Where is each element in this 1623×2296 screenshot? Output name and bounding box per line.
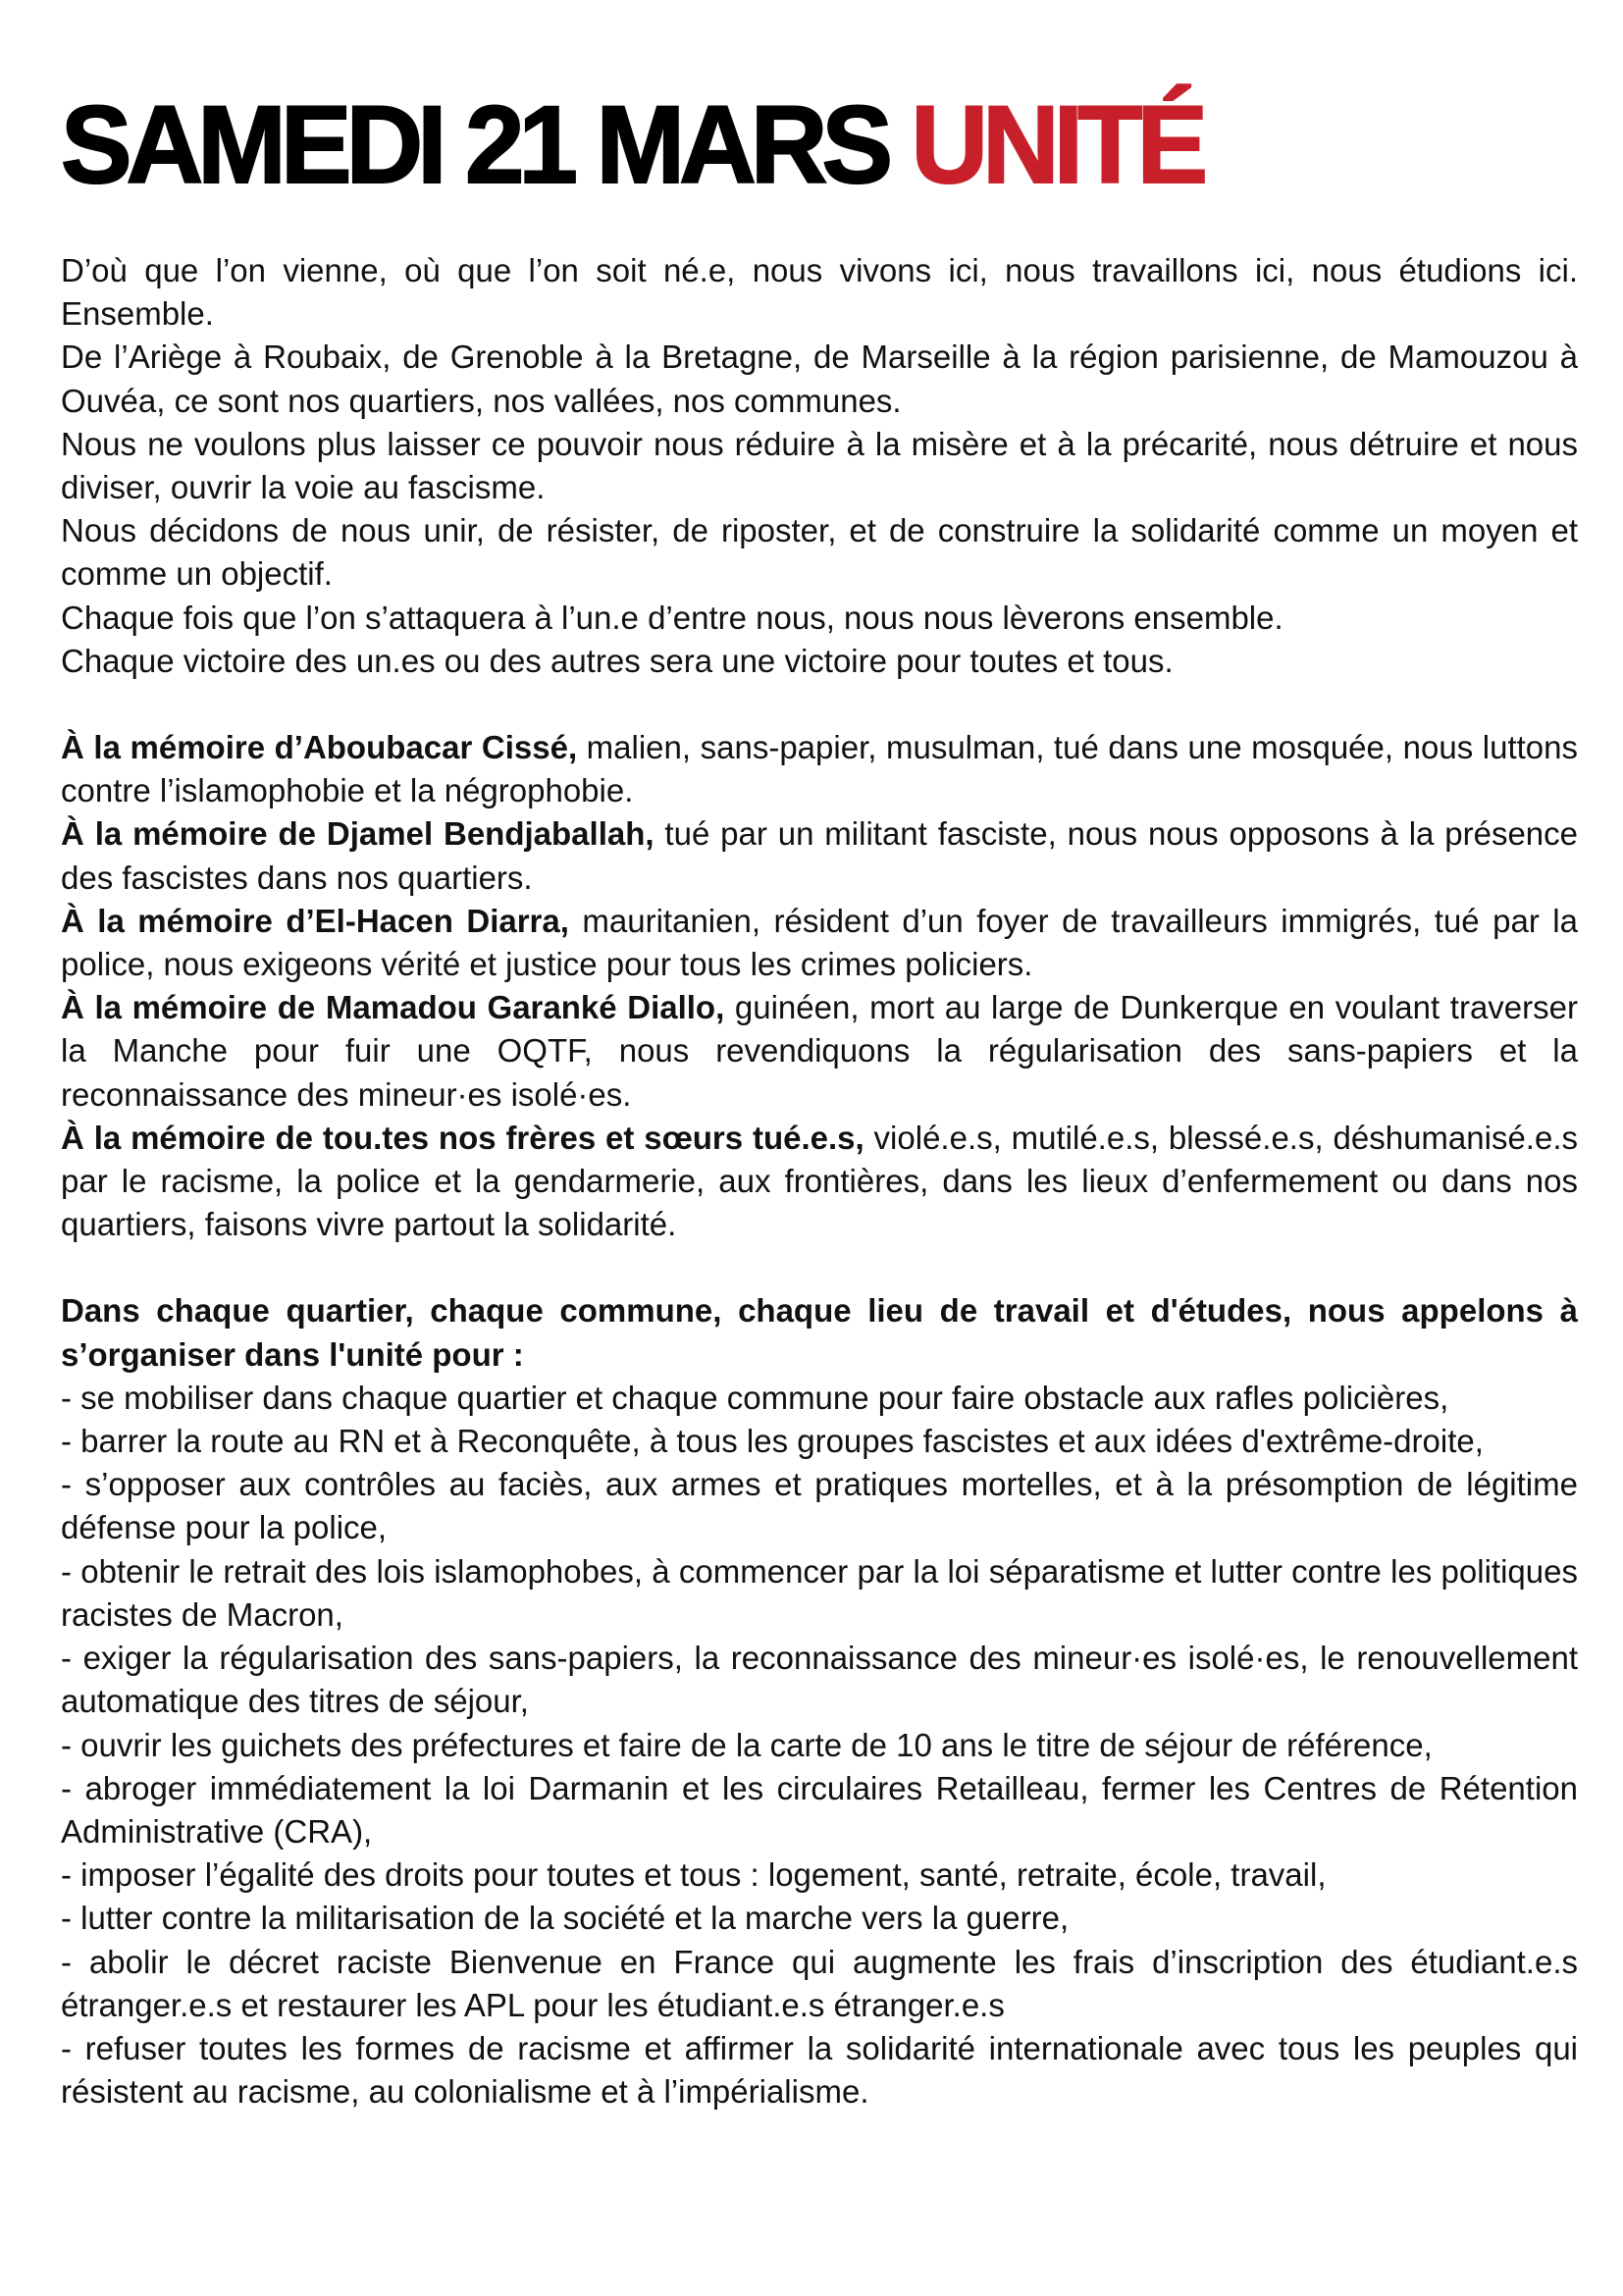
title-accent: UNITÉ: [911, 83, 1203, 206]
memorial-paragraph: [61, 900, 1578, 986]
memorial-text: guinéen, mort au large de Dunkerque en voulant traverser la Manche pour fuir une OQTF, nous revendiquons la régularisation des sans-papiers et la reconnaissance des mineur·es isolé·es.: [61, 989, 1578, 1113]
memorial-paragraph: [61, 726, 1578, 812]
call-heading: [61, 1289, 1578, 1376]
intro-paragraph: Chaque fois que l’on s’attaquera à l’un.e d’entre nous, nous nous lèverons ensemble.: [61, 599, 1283, 636]
intro-section: [61, 249, 1578, 683]
spacer: [61, 683, 1578, 726]
demand-item: - barrer la route au RN et à Reconquête, à tous les groupes fascistes et aux idées d'extrême-droite,: [61, 1423, 1484, 1460]
intro-paragraph: De l’Ariège à Roubaix, de Grenoble à la Bretagne, de Marseille à la région parisienne, de Mamouzou à Ouvéa, ce sont nos quartiers, nos vallées, nos communes.: [61, 339, 1578, 419]
title-main: SAMEDI 21 MARS: [61, 83, 888, 206]
memorial-name: À la mémoire de Mamadou Garanké Diallo,: [61, 989, 725, 1026]
intro-paragraph: Chaque victoire des un.es ou des autres sera une victoire pour toutes et tous.: [61, 642, 1174, 679]
demand-item: - obtenir le retrait des lois islamophobes, à commencer par la loi séparatisme et lutter contre les politiques racistes de Macron,: [61, 1552, 1578, 1633]
demand-item: - refuser toutes les formes de racisme et affirmer la solidarité internationale avec tous les peuples qui résistent au racisme, au colonialisme et à l’impérialisme.: [61, 2029, 1578, 2111]
memorial-paragraph: [61, 986, 1578, 1117]
call-section: [61, 1289, 1578, 2113]
memorial-name: À la mémoire d’Aboubacar Cissé,: [61, 729, 578, 766]
memorial-text: tué par un militant fasciste, nous nous opposons à la présence des fascistes dans nos quartiers.: [61, 815, 1578, 896]
memorial-name: À la mémoire de tou.tes nos frères et sœurs tué.e.s,: [61, 1119, 864, 1156]
demand-item: - lutter contre la militarisation de la société et la marche vers la guerre,: [61, 1900, 1070, 1937]
demand-item: - abroger immédiatement la loi Darmanin et les circulaires Retailleau, fermer les Centres de Rétention Administrative (CRA),: [61, 1769, 1578, 1850]
demand-item: - imposer l’égalité des droits pour toutes et tous : logement, santé, retraite, école, travail,: [61, 1856, 1327, 1894]
memorial-text: violé.e.s, mutilé.e.s, blessé.e.s, déshumanisé.e.s par le racisme, la police et la gendarmerie, aux frontières, dans les lieux d’enfermement ou dans nos quartiers, faisons vivre partout la solidarité.: [61, 1119, 1578, 1243]
intro-paragraph: Nous décidons de nous unir, de résister, de riposter, et de construire la solidarité comme un moyen et comme un objectif.: [61, 512, 1578, 593]
memorial-text: mauritanien, résident d’un foyer de travailleurs immigrés, tué par la police, nous exigeons vérité et justice pour tous les crimes policiers.: [61, 902, 1578, 983]
demand-item: - abolir le décret raciste Bienvenue en France qui augmente les frais d’inscription des étudiant.e.s étranger.e.s et restaurer les APL pour les étudiant.e.s étranger.e.s: [61, 1943, 1578, 2023]
demand-item: - se mobiliser dans chaque quartier et chaque commune pour faire obstacle aux rafles policières,: [61, 1379, 1449, 1416]
memorials-section: [61, 726, 1578, 1246]
memorial-name: À la mémoire de Djamel Bendjaballah,: [61, 815, 654, 853]
memorial-paragraph: [61, 812, 1578, 899]
spacer: [61, 1246, 1578, 1289]
memorial-name: À la mémoire d’El-Hacen Diarra,: [61, 902, 569, 939]
memorial-paragraph: [61, 1117, 1578, 1247]
demand-item: - exiger la régularisation des sans-papiers, la reconnaissance des mineur·es isolé·es, le renouvellement automatique des titres de séjour,: [61, 1640, 1578, 1720]
memorial-text: malien, sans-papier, musulman, tué dans une mosquée, nous luttons contre l’islamophobie et la négrophobie.: [61, 729, 1578, 809]
page-title: [61, 83, 1203, 206]
demand-item: - s’opposer aux contrôles au faciès, aux armes et pratiques mortelles, et à la présomption de légitime défense pour la police,: [61, 1466, 1578, 1546]
intro-paragraph: Nous ne voulons plus laisser ce pouvoir nous réduire à la misère et à la précarité, nous détruire et nous diviser, ouvrir la voie au fascisme.: [61, 425, 1578, 506]
intro-paragraph: D’où que l’on vienne, où que l’on soit né.e, nous vivons ici, nous travaillons ici, nous étudions ici. Ensemble.: [61, 252, 1578, 333]
demand-item: - ouvrir les guichets des préfectures et faire de la carte de 10 ans le titre de séjour de référence,: [61, 1726, 1433, 1763]
document-body: [61, 249, 1578, 2113]
call-heading-text: Dans chaque quartier, chaque commune, chaque lieu de travail et d'études, nous appelons à s’organiser dans l'unité pour :: [61, 1292, 1578, 1373]
